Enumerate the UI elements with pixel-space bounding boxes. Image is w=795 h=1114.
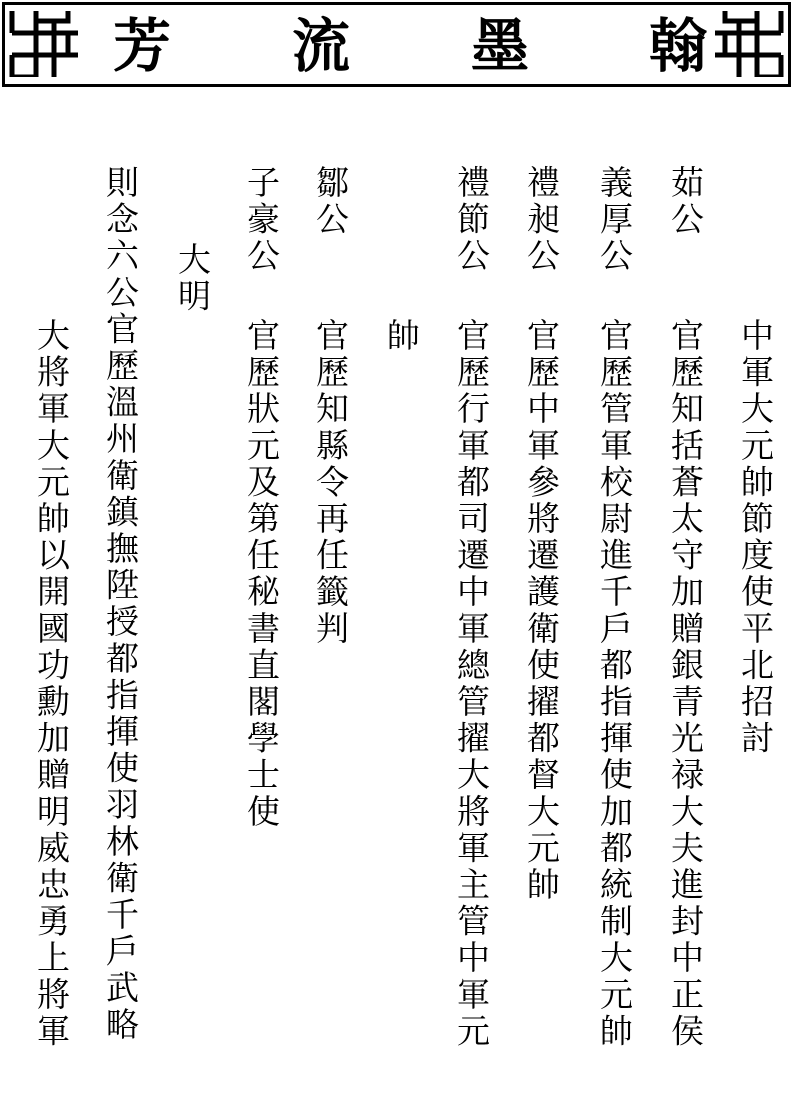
text-column-8: 禮節公 — [452, 165, 491, 275]
text-column-10: 帥 — [382, 318, 421, 355]
text-column-5: 官歷管軍校尉進千戶都指揮使加都統制大元帥 — [595, 318, 634, 1050]
text-column-13: 子豪公 — [242, 165, 281, 275]
text-column-14: 官歷狀元及第任秘書直閣學士使 — [242, 318, 281, 831]
text-column-6: 禮昶公 — [522, 165, 561, 275]
text-column-17: 大將軍大元帥以開國功勳加贈明威忠勇上將軍 — [32, 318, 71, 1050]
text-column-3: 官歷知括蒼太守加贈銀青光禄大夫進封中正侯 — [666, 318, 705, 1050]
banner-char-2: 流 — [291, 12, 350, 80]
text-column-2: 茹公 — [666, 165, 705, 239]
left-fret-ornament — [8, 11, 80, 77]
title-banner — [2, 2, 791, 87]
banner-char-4: 翰 — [648, 12, 707, 80]
text-column-7: 官歷中軍參將遷護衛使擢都督大元帥 — [522, 318, 561, 904]
text-column-15: 大明 — [173, 242, 212, 316]
text-column-1: 中軍大元帥節度使平北招討 — [736, 318, 775, 758]
text-column-11: 鄒公 — [311, 165, 350, 239]
text-column-12: 官歷知縣令再任籤判 — [311, 318, 350, 648]
banner-char-3: 墨 — [470, 12, 529, 80]
banner-char-1: 芳 — [112, 12, 171, 80]
text-column-16: 則念六公官歷溫州衛鎮撫陞授都指揮使羽林衛千戶武略 — [101, 165, 140, 1044]
text-column-9: 官歷行軍都司遷中軍總管擢大將軍主管中軍元 — [452, 318, 491, 1050]
right-fret-ornament — [713, 11, 785, 77]
text-column-4: 義厚公 — [595, 165, 634, 275]
